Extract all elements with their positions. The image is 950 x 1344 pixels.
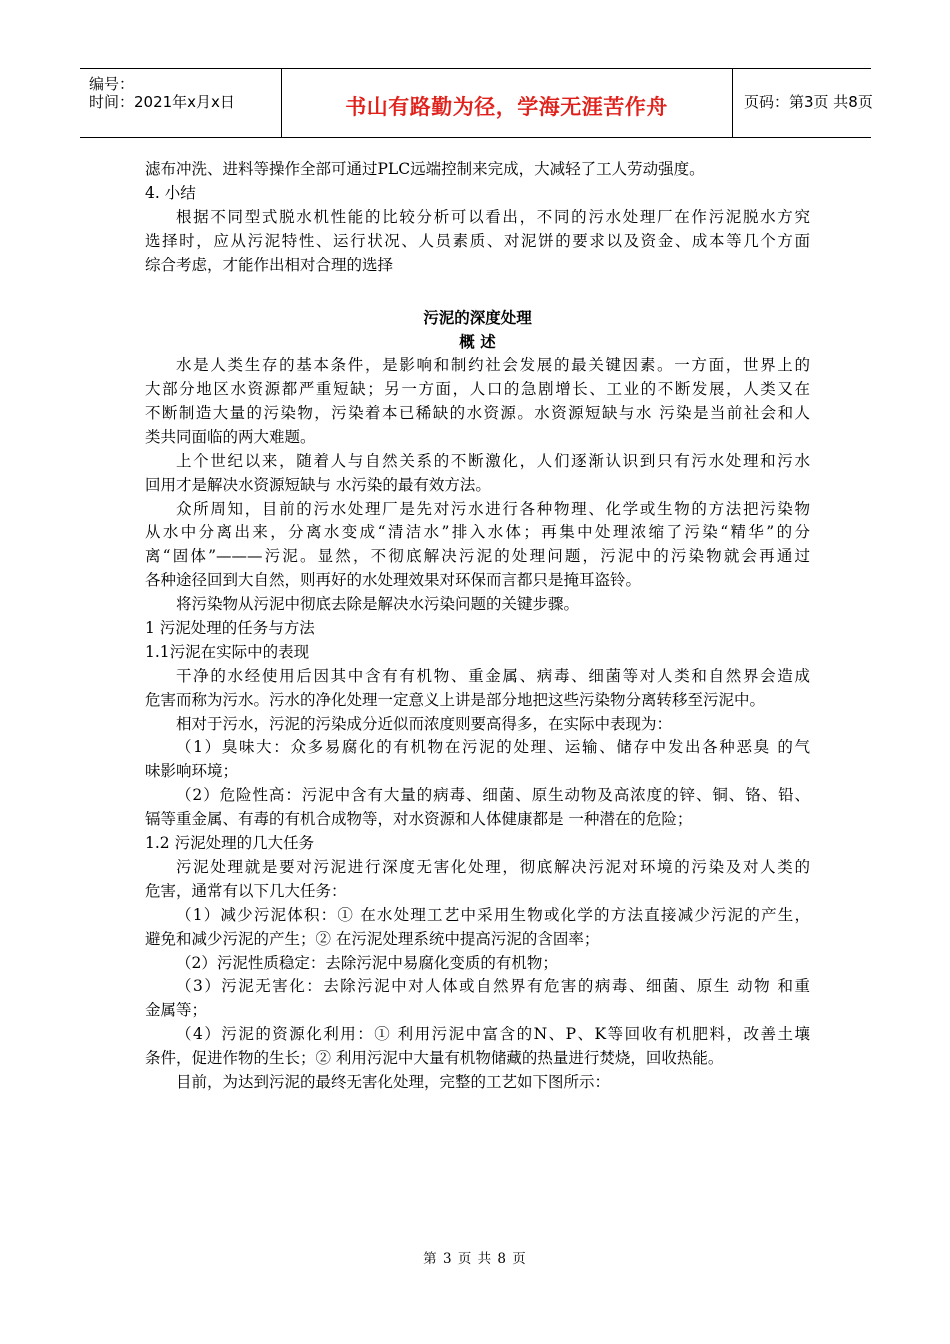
- header-page-cell: [733, 69, 871, 137]
- paragraph-line: 类共同面临的两大难题。: [145, 427, 316, 446]
- list-item-line: （2）污泥性质稳定：去除污泥中易腐化变质的有机物；: [176, 953, 558, 972]
- list-item-line: （1）臭味大：众多易腐化的有机物在污泥的处理、运输、储存中发出各种恶臭 的气: [176, 738, 810, 757]
- list-item-line: （2）危险性高：污泥中含有大量的病毒、细菌、原生动物及高浓度的锌、铜、铬、铅、: [176, 786, 810, 805]
- section-heading: 4. 小结: [145, 183, 196, 202]
- header-page-number: 页码：第3页 共8页: [744, 93, 873, 111]
- paragraph-line: 滤布冲洗、进料等操作全部可通过PLC远端控制来完成，大减轻了工人劳动强度。: [145, 160, 705, 178]
- paragraph-line: 大部分地区水资源都严重短缺；另一方面，人口的急剧增长、工业的不断发展，人类又在: [145, 380, 810, 399]
- paragraph-line: 水是人类生存的基本条件，是影响和制约社会发展的最关键因素。一方面，世界上的: [176, 356, 810, 375]
- header-table: [80, 68, 871, 138]
- section-title: 污泥的深度处理: [423, 308, 532, 328]
- list-item-line: （3）污泥无害化：去除污泥中对人体或自然界有危害的病毒、细菌、原生 动物 和重: [176, 977, 810, 996]
- paragraph-line: 上个世纪以来，随着人与自然关系的不断激化，人们逐渐认识到只有污水处理和污水: [176, 451, 810, 470]
- header-motto-cell: [281, 69, 733, 137]
- list-item-line: 镉等重金属、有毒的有机合成物等，对水资源和人体健康都是 一种潜在的危险；: [145, 810, 693, 829]
- list-item-line: 条件，促进作物的生长；② 利用污泥中大量有机物储藏的热量进行焚烧，回收热能。: [145, 1049, 724, 1068]
- paragraph-line: 危害，通常有以下几大任务：: [145, 881, 347, 900]
- paragraph-line: 众所周知，目前的污水处理厂是先对污水进行各种物理、化学或生物的方法把污染物: [176, 499, 810, 518]
- section-subtitle: 概 述: [459, 332, 496, 352]
- header-info-cell: [80, 69, 282, 137]
- page-footer: 第 3 页 共 8 页: [423, 1251, 527, 1267]
- paragraph-line: 相对于污水，污泥的污染成分近似而浓度则要高得多，在实际中表现为：: [176, 714, 673, 733]
- document-date-label: 时间：2021年x月x日: [89, 93, 235, 111]
- list-item-line: 避免和减少污泥的产生；② 在污泥处理系统中提高污泥的含固率；: [145, 929, 600, 948]
- header-motto: 书山有路勤为径，学海无涯苦作舟: [345, 95, 668, 119]
- paragraph-line: 将污染物从污泥中彻底去除是解决水污染问题的关键步骤。: [176, 595, 580, 614]
- list-item-line: 金属等；: [145, 1001, 208, 1020]
- paragraph-line: 选择时，应从污泥特性、运行状况、人员素质、对泥饼的要求以及资金、成本等几个方面: [145, 231, 810, 250]
- document-body: [145, 158, 810, 1095]
- list-item-line: 味影响环境；: [145, 762, 239, 781]
- paragraph-line: 离“固体”———污泥。显然，不彻底解决污泥的处理问题，污泥中的污染物就会再通过: [145, 547, 810, 566]
- paragraph-line: 不断制造大量的污染物，污染着本已稀缺的水资源。水资源短缺与水 污染是当前社会和人: [145, 404, 810, 423]
- paragraph-line: 根据不同型式脱水机性能的比较分析可以看出，不同的污水处理厂在作污泥脱水方究: [176, 207, 810, 226]
- subsection-heading: 1.1污泥在实际中的表现: [145, 642, 310, 661]
- document-number-label: 编号：: [89, 75, 135, 93]
- list-item-line: （4）污泥的资源化利用：① 利用污泥中富含的N、P、K等回收有机肥料，改善土壤: [176, 1025, 810, 1044]
- paragraph-line: 污泥处理就是要对污泥进行深度无害化处理，彻底解决污泥对环境的污染及对人类的: [176, 857, 810, 876]
- section-heading: 1 污泥处理的任务与方法: [145, 619, 315, 638]
- paragraph-line: 从水中分离出来，分离水变成“清洁水”排入水体；再集中处理浓缩了污染“精华”的分: [145, 523, 810, 542]
- paragraph-line: 危害而称为污水。污水的净化处理一定意义上讲是部分地把这些污染物分离转移至污泥中。: [145, 690, 766, 709]
- paragraph-line: 回用才是解决水资源短缺与 水污染的最有效方法。: [145, 475, 491, 494]
- paragraph-line: 干净的水经使用后因其中含有有机物、重金属、病毒、细菌等对人类和自然界会造成: [176, 666, 810, 685]
- list-item-line: （1）减少污泥体积：① 在水处理工艺中采用生物或化学的方法直接减少污泥的产生，: [176, 905, 810, 924]
- paragraph-line: 目前，为达到污泥的最终无害化处理，完整的工艺如下图所示：: [176, 1072, 611, 1091]
- paragraph-line: 综合考虑，才能作出相对合理的选择: [145, 255, 394, 274]
- subsection-heading: 1.2 污泥处理的几大任务: [145, 834, 315, 853]
- paragraph-line: 各种途径回到大自然，则再好的水处理效果对环保而言都只是掩耳盗铃。: [145, 571, 642, 590]
